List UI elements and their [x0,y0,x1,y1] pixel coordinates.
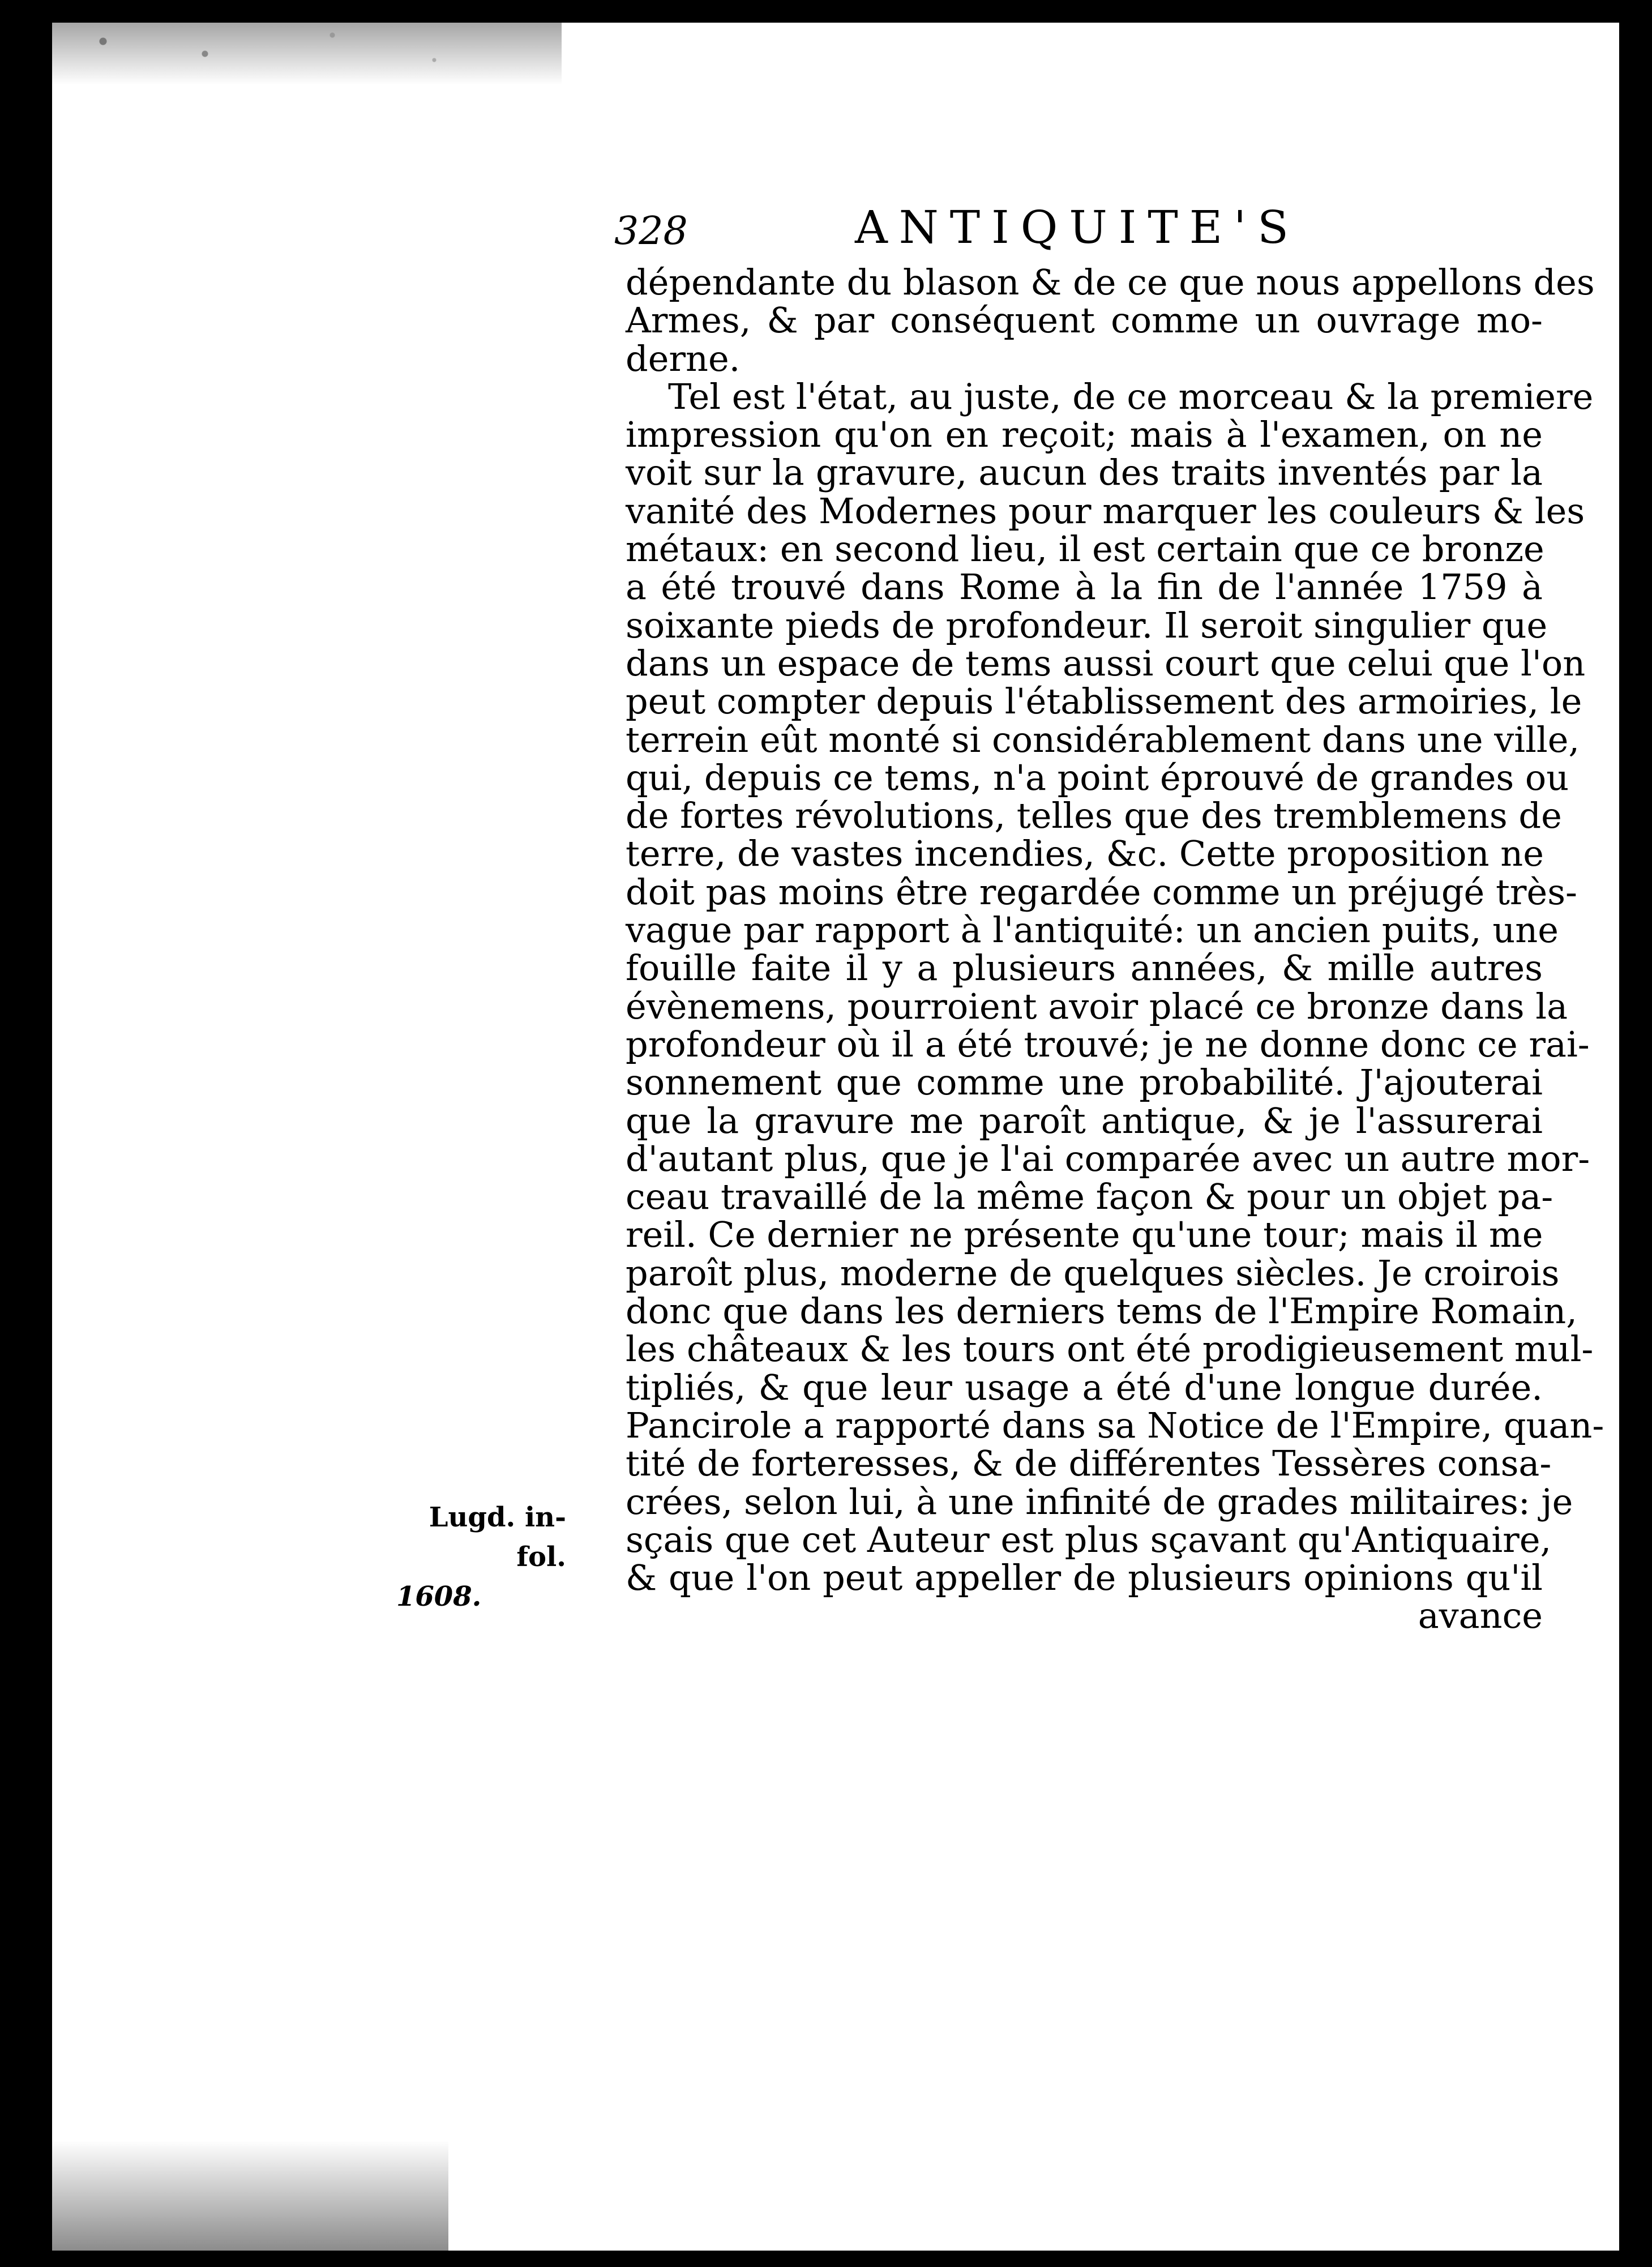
scan-edge-artifact [52,2140,448,2251]
text-line: impression qu'on en reçoit; mais à l'examen, on ne [626,414,1543,456]
text-line: fouille faite il y a plusieurs années, & mille autres [626,947,1543,989]
text-line: sçais que cet Auteur est plus sçavant qu'Antiquaire, [626,1519,1552,1560]
text-line: tité de forteresses, & de différentes Tessères consa- [626,1443,1552,1485]
text-line: vanité des Modernes pour marquer les couleurs & les [626,490,1585,532]
text-line: donc que dans les derniers tems de l'Empire Romain, [626,1290,1577,1332]
text-line: derne. [626,337,741,379]
text-line: que la gravure me paroît antique, & je l'assurerai [626,1100,1543,1141]
text-line: vague par rapport à l'antiquité: un ancien puits, une [626,909,1559,951]
text-line: tipliés, & que leur usage a été d'une longue durée. [626,1366,1543,1408]
margin-note [396,1498,566,1616]
text-line: ceau travaillé de la même façon & pour un objet pa- [626,1176,1553,1218]
text-line: & que l'on peut appeller de plusieurs opinions qu'il [626,1557,1543,1599]
text-line: Tel est l'état, au juste, de ce morceau & la premiere [668,375,1594,417]
page-number: 328 [614,209,688,254]
text-line: reil. Ce dernier ne présente qu'une tour; mais il me [626,1214,1543,1256]
text-line: paroît plus, moderne de quelques siècles. Je croirois [626,1252,1560,1294]
text-line: crées, selon lui, à une infinité de grades militaires: je [626,1481,1573,1522]
scan-edge-artifact [52,23,562,85]
text-line: de fortes révolutions, telles que des tremblemens de [626,795,1562,837]
text-line: dépendante du blason & de ce que nous appellons des [626,262,1595,303]
margin-note-line: Lugd. in-fol. [429,1502,566,1573]
text-line: évènemens, pourroient avoir placé ce bronze dans la [626,985,1568,1027]
text-line: profondeur où il a été trouvé; je ne donne donc ce rai- [626,1023,1590,1065]
text-line: d'autant plus, que je l'ai comparée avec un autre mor- [626,1137,1590,1179]
text-line: métaux: en second lieu, il est certain que ce bronze [626,528,1544,570]
text-line: terre, de vastes incendies, &c. Cette proposition ne [626,833,1544,875]
margin-note-line: 1608. [396,1581,482,1612]
text-line: soixante pieds de profondeur. Il seroit singulier que [626,604,1548,646]
text-line: Pancirole a rapporté dans sa Notice de l'Empire, quan- [626,1404,1604,1446]
text-line: peut compter depuis l'établissement des armoiries, le [626,681,1582,722]
text-line: Armes, & par conséquent comme un ouvrage mo- [626,300,1543,341]
text-line: qui, depuis ce tems, n'a point éprouvé de grandes ou [626,756,1569,798]
text-line: les châteaux & les tours ont été prodigieusement mul- [626,1328,1594,1370]
catchword: avance [1418,1595,1543,1637]
text-line: a été trouvé dans Rome à la fin de l'année 1759 à [626,566,1543,608]
text-line: doit pas moins être regardée comme un préjugé très- [626,871,1577,913]
page-title: ANTIQUITE'S [855,201,1300,254]
text-line: sonnement que comme une probabilité. J'ajouterai [626,1062,1543,1103]
text-line: dans un espace de tems aussi court que celui que l'on [626,642,1586,684]
body-text [626,262,1604,1637]
text-line: voit sur la gravure, aucun des traits inventés par la [626,452,1543,494]
running-head [614,201,1537,263]
text-line: terrein eût monté si considérablement dans une ville, [626,718,1580,760]
